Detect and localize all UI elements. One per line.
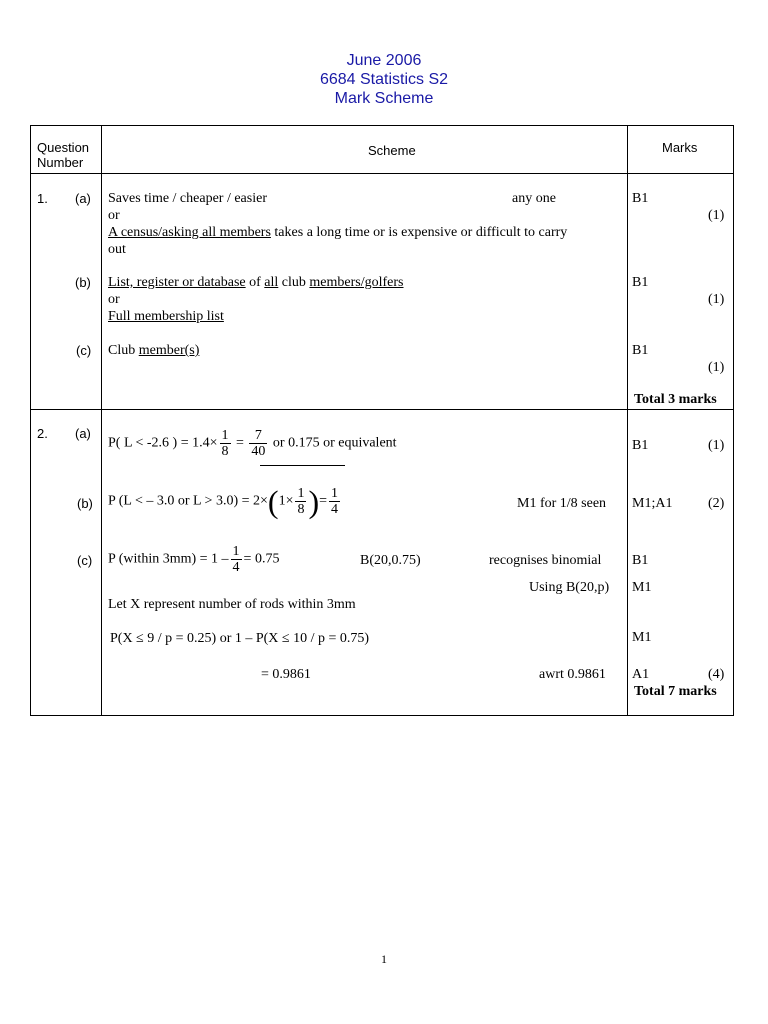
col-header-question-line1: Question — [37, 140, 90, 155]
q2c-frac-num: 1 — [232, 544, 240, 559]
q2b-left-paren: ( — [267, 483, 279, 520]
q1a-line3-rest: takes a long time or is expensive or difficult to carry — [270, 225, 568, 240]
q1c-mark: B1 — [632, 343, 649, 358]
q2a-subtotal: (1) — [708, 438, 725, 453]
q2a-frac2-den: 40 — [251, 444, 266, 459]
header-date: June 2006 — [346, 52, 422, 69]
q2c-mark3: M1 — [632, 630, 652, 645]
col-header-scheme: Scheme — [368, 143, 416, 158]
q2c-note1: recognises binomial — [489, 553, 602, 568]
q2a-fraction-2 — [249, 428, 267, 459]
q1a-line2: or — [108, 208, 120, 223]
q1-part-c: (c) — [76, 343, 92, 358]
header-row-divider — [31, 173, 733, 174]
q2b-frac2-den: 4 — [331, 502, 339, 517]
q2c-let-line: Let X represent number of rods within 3mm — [108, 597, 356, 612]
q1b-seg5: members/golfers — [309, 275, 404, 290]
q1a-subtotal: (1) — [708, 208, 725, 223]
q1b-subtotal: (1) — [708, 292, 725, 307]
column-divider-2 — [627, 126, 628, 715]
q1a-line1: Saves time / cheaper / easier — [108, 191, 267, 206]
q2b-subtotal: (2) — [708, 496, 725, 511]
question-divider — [31, 409, 733, 410]
q1b-line3: Full membership list — [108, 309, 224, 324]
col-header-question-line2: Number — [37, 155, 84, 170]
q2c-binomial: B(20,0.75) — [360, 553, 421, 568]
q2a-expr-post: or 0.175 or equivalent — [272, 435, 397, 451]
mark-scheme-table — [30, 125, 734, 716]
question-number-2: 2. — [37, 426, 48, 441]
q2c-result: = 0.9861 — [261, 667, 311, 682]
q2b-eq: = — [319, 493, 328, 509]
q2b-frac1-den: 8 — [297, 502, 305, 517]
q1b-seg2: of — [245, 275, 265, 290]
q2c-expr-post: = 0.75 — [243, 551, 280, 567]
header-title: Mark Scheme — [334, 90, 434, 107]
q1b-line1 — [108, 274, 404, 291]
q2b-fraction-1 — [295, 486, 306, 517]
q2b-one-times: 1× — [278, 493, 294, 509]
q1b-mark: B1 — [632, 275, 649, 290]
q2c-subtotal: (4) — [708, 667, 725, 682]
q2c-mark2: M1 — [632, 580, 652, 595]
q2a-frac2-num: 7 — [249, 428, 267, 444]
q2c-fraction — [231, 544, 242, 575]
q2-total: Total 7 marks — [634, 684, 717, 699]
q1b-seg3: all — [264, 275, 279, 290]
q2c-mark4: A1 — [632, 667, 650, 682]
q1a-note: any one — [512, 191, 556, 206]
q2b-expr-pre: P (L < – 3.0 or L > 3.0) = — [108, 493, 250, 509]
q1a-line3-underlined: A census/asking all members — [108, 225, 271, 240]
q1c-subtotal: (1) — [708, 360, 725, 375]
q2c-prob-line: P(X ≤ 9 / p = 0.25) or 1 – P(X ≤ 10 / p = 0.75) — [110, 631, 370, 646]
q2b-fraction-2 — [329, 486, 340, 517]
col-header-question — [37, 140, 89, 170]
q1b-seg4: club — [278, 275, 310, 290]
q2b-expression — [108, 483, 342, 520]
q1c-text-underlined: member(s) — [138, 343, 200, 358]
q1a-line4: out — [108, 242, 126, 257]
q2a-frac1-den: 8 — [221, 444, 229, 459]
q2a-expression — [108, 428, 397, 459]
q2-part-c: (c) — [77, 553, 93, 568]
q2c-expression — [108, 544, 279, 575]
q1c-text-pre: Club — [108, 343, 139, 358]
q2c-note3: awrt 0.9861 — [539, 667, 606, 682]
q1-part-a: (a) — [75, 191, 91, 206]
q2b-right-paren: ) — [308, 483, 320, 520]
q1b-line2: or — [108, 292, 120, 307]
q2a-expr-pre: P( L < -2.6 ) = 1.4× — [108, 435, 218, 451]
page-number: 1 — [381, 952, 387, 966]
header-course: 6684 Statistics S2 — [319, 71, 449, 88]
q2a-eq: = — [236, 435, 244, 451]
q2c-expr-pre: P (within 3mm) = 1 – — [108, 551, 229, 567]
q1-total: Total 3 marks — [634, 392, 717, 407]
q2-part-b: (b) — [77, 496, 93, 511]
q1-part-b: (b) — [75, 275, 91, 290]
col-header-marks: Marks — [662, 140, 698, 155]
q2a-fraction-1 — [220, 428, 231, 459]
column-divider-1 — [101, 126, 102, 715]
q1a-mark: B1 — [632, 191, 649, 206]
q2a-underline — [260, 465, 345, 466]
q2b-frac1-num: 1 — [297, 486, 305, 501]
document-header — [0, 51, 768, 108]
q2a-frac1-num: 1 — [221, 428, 229, 443]
q2b-mark: M1;A1 — [632, 496, 673, 511]
q1c-line — [108, 342, 199, 359]
q2c-mark1: B1 — [632, 553, 649, 568]
q2b-two-times: 2× — [253, 493, 268, 509]
q2a-mark: B1 — [632, 438, 649, 453]
question-number-1: 1. — [37, 191, 48, 206]
q2b-note: M1 for 1/8 seen — [517, 496, 607, 511]
q1b-seg1: List, register or database — [108, 275, 246, 290]
q1a-line3 — [108, 224, 567, 241]
q2b-frac2-num: 1 — [331, 486, 339, 501]
q2c-note2: Using B(20,p) — [529, 580, 610, 595]
q2c-frac-den: 4 — [232, 560, 240, 575]
q2-part-a: (a) — [75, 426, 91, 441]
